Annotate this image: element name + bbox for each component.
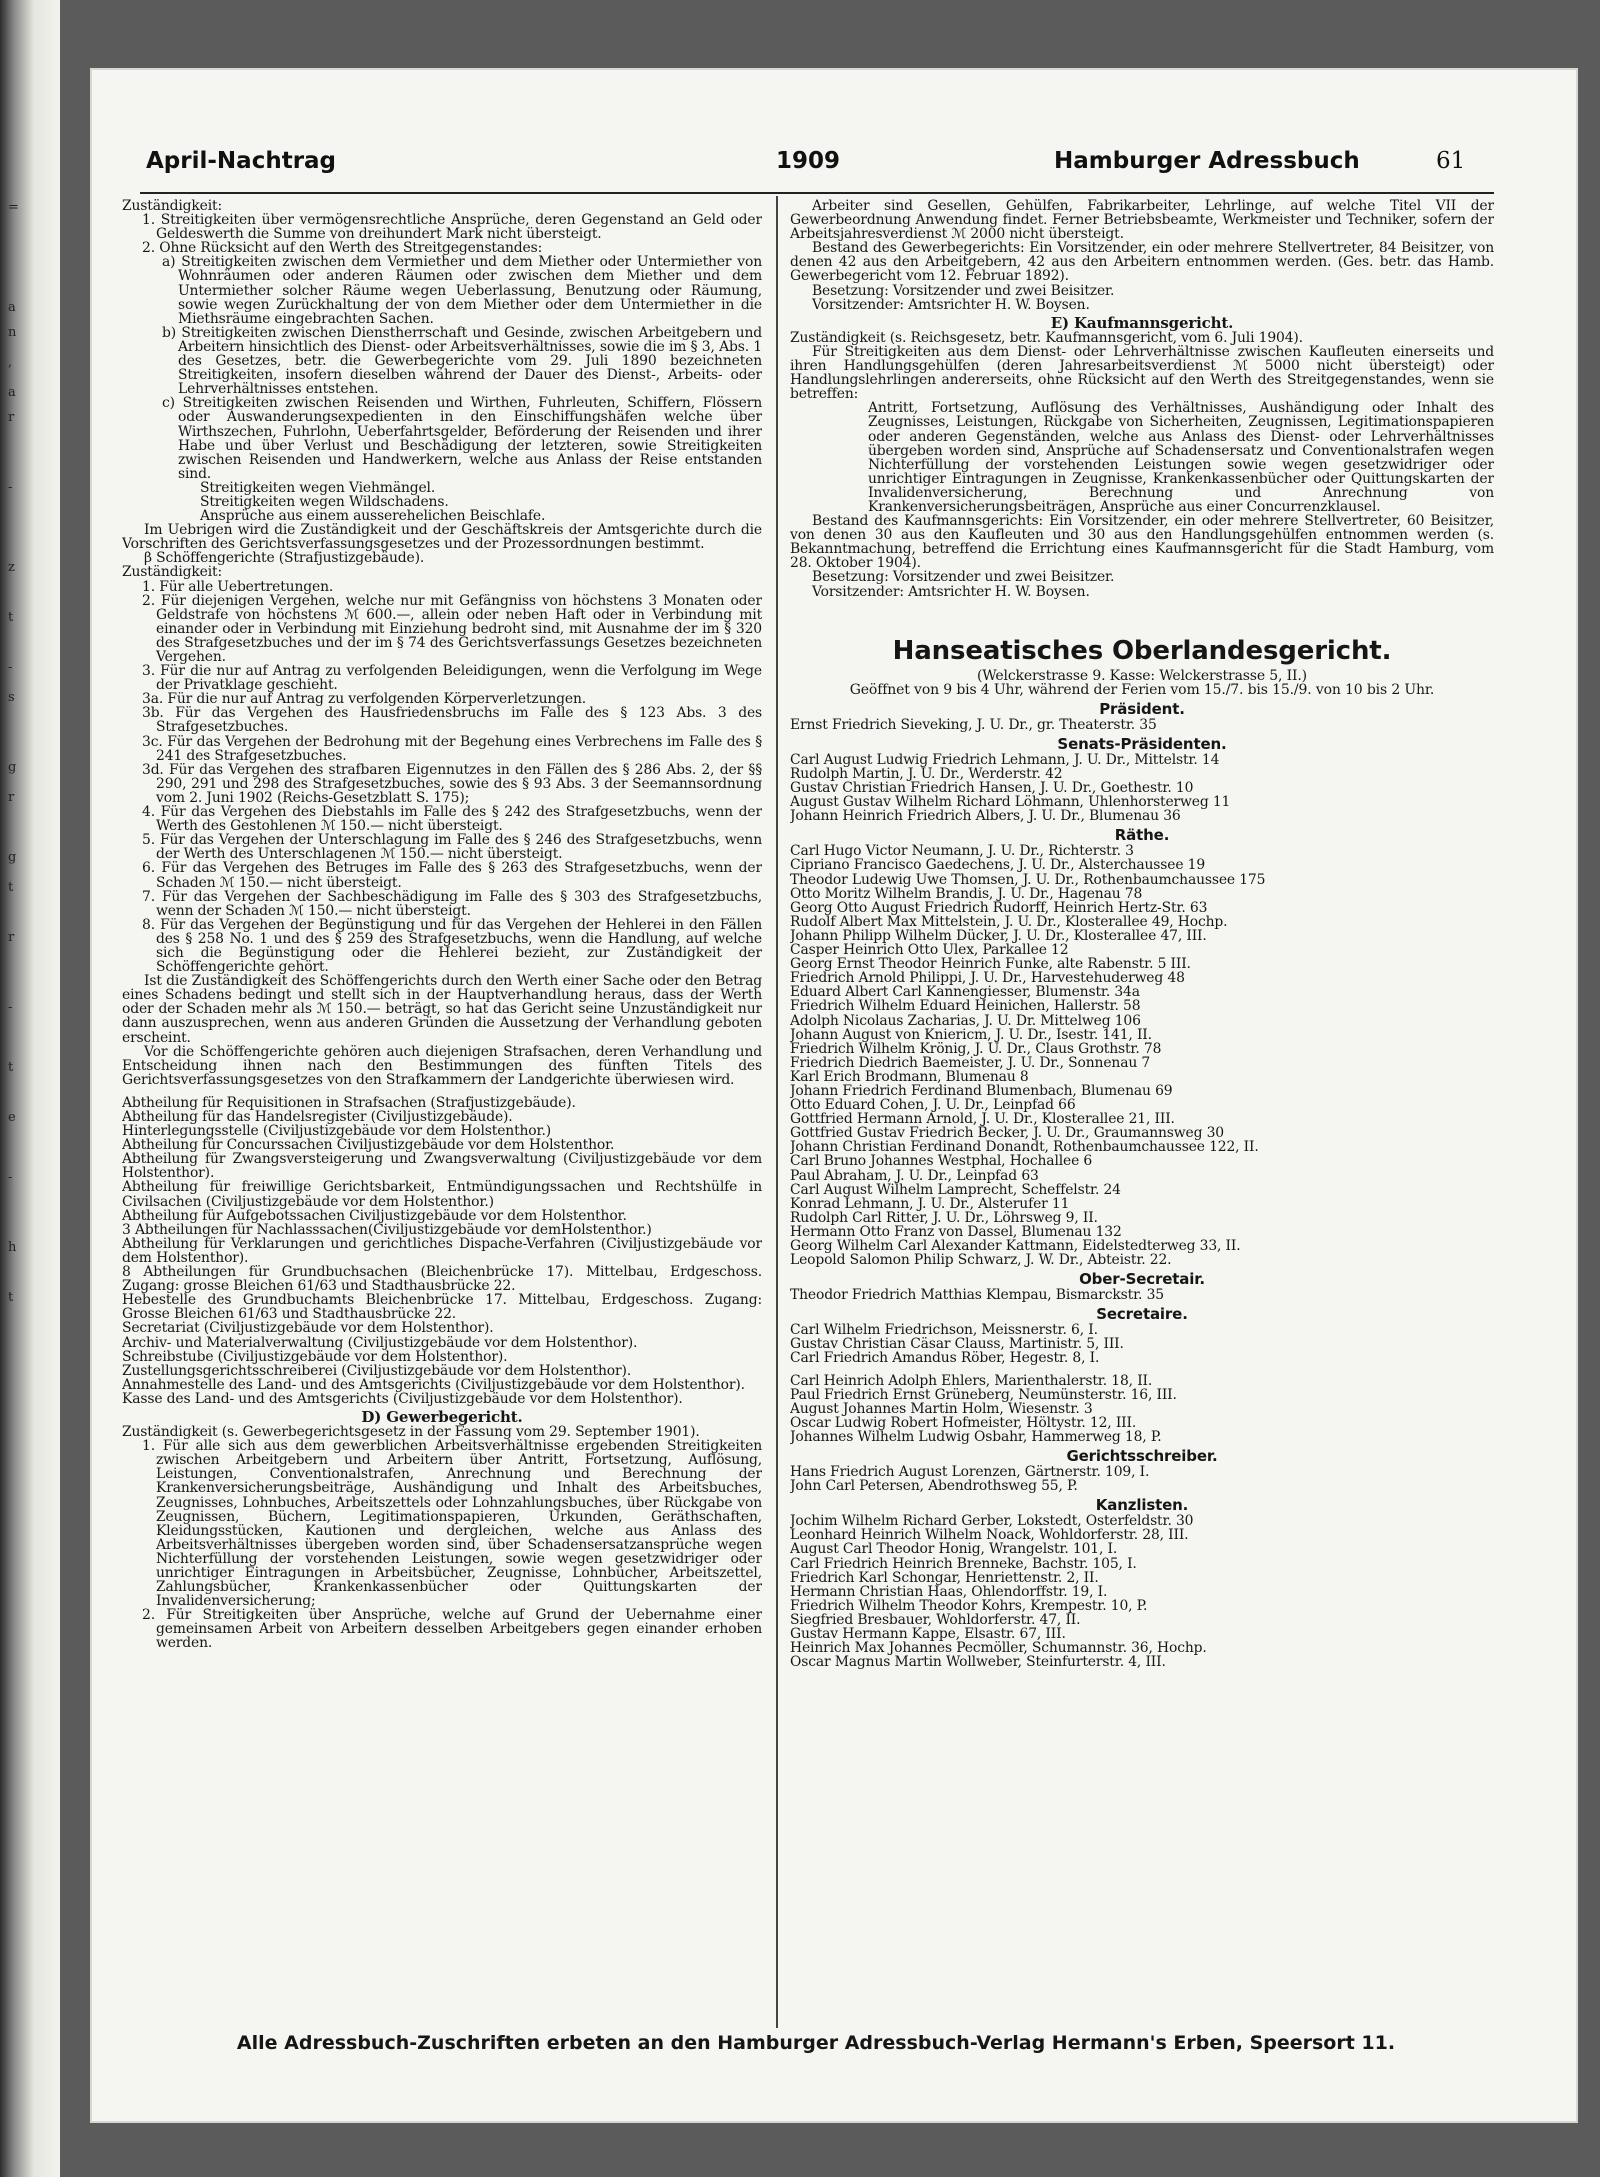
text-paragraph: Bestand des Kaufmannsgerichts: Ein Vorsitzender, ein oder mehrere Stellvertreter, 60 Beisitzer, von denen 30 aus den Kaufleuten und 30 aus den Handlungsgehülfen entnommen werden (s. Bekanntmachung, betreffend die Errichtung eines Kaufmannsgericht für die Stadt Hamburg, vom 28. Oktober 1904). xyxy=(790,513,1494,572)
text-paragraph: 2. Ohne Rücksicht auf den Werth des Streitgegenstandes: xyxy=(142,240,543,257)
text-paragraph: 3a. Für die nur auf Antrag zu verfolgenden Körperverletzungen. xyxy=(142,691,587,708)
text-paragraph: Für Streitigkeiten aus dem Dienst- oder Lehrverhältnisse zwischen Kaufleuten einerseits und ihren Handlungsgehülfen (deren Jahresarbeitsverdienst ℳ 5000 nicht übersteigt) oder Handlungslehrlingen andererseits, ohne Rücksicht auf den Werth des Streitgegenstandes, wenn sie betreffen: xyxy=(790,343,1494,403)
text-paragraph: 3b. Für das Vergehen des Hausfriedensbruchs im Falle des § 123 Abs. 3 des Strafgesetzbuches. xyxy=(142,705,762,736)
adjacent-page-edge xyxy=(0,0,60,2177)
text-paragraph: 3d. Für das Vergehen des strafbaren Eigennutzes in den Fällen des § 286 Abs. 2, der §§ 290, 291 und 298 des Strafgesetzbuches, sowie des § 93 Abs. 3 der Seemannsordnung vom 2. Juni 1902 (Reichs-Gesetzblatt S. 175); xyxy=(142,761,762,806)
text-paragraph: 3c. Für das Vergehen der Bedrohung mit der Begehung eines Verbrechens im Falle des § 241 des Strafgesetzbuches. xyxy=(142,733,762,764)
directory-entry: Leopold Salomon Philip Schwarz, J. W. Dr., Abteistr. 22. xyxy=(790,1252,1172,1269)
section-heading: D) Gewerbegericht. xyxy=(361,1407,523,1426)
text-paragraph: 7. Für das Vergehen der Sachbeschädigung im Falle des § 303 des Strafgesetzbuchs, wenn der Schaden ℳ 150.— nicht übersteigt. xyxy=(142,888,762,919)
margin-fragment: - xyxy=(8,1170,13,1185)
margin-fragment: r xyxy=(8,410,15,425)
directory-entry: John Carl Petersen, Abendrothsweg 55, P. xyxy=(790,1478,1078,1495)
directory-entry: Gustav Hermann Kappe, Elsastr. 67, III. xyxy=(790,1625,1066,1642)
text-paragraph: Streitigkeiten wegen Wildschadens. xyxy=(200,493,449,510)
directory-entry: Otto Eduard Cohen, J. U. Dr., Leinpfad 66 xyxy=(790,1097,1076,1114)
text-paragraph: Kasse des Land- und des Amtsgerichts (Civiljustizgebäude vor dem Holstenthor). xyxy=(122,1390,683,1407)
text-paragraph: 1. Für alle Uebertretungen. xyxy=(142,578,334,595)
text-paragraph: Bestand des Gewerbegerichts: Ein Vorsitzender, ein oder mehrere Stellvertreter, 84 Beisitzer, von denen 42 aus den Arbeitgebern, 42 aus den Arbeitern entnommen werden. (Ges. betr. das Hamb. Gewerbegericht vom 12. Februar 1892). xyxy=(790,240,1494,285)
text-paragraph: Zuständigkeit: xyxy=(122,199,223,214)
text-paragraph: c) Streitigkeiten zwischen Reisenden und Wirthen, Fuhrleuten, Schiffern, Flössern oder Auswanderungsexpedienten in den Einschiffungshäfen welche über Wirthszechen, Fuhrlohn, Ueberfahrtsgelder, Beförderung der Reisenden und ihrer Habe und über Verlust und Beschädigung der letzteren, sowie Streitigkeiten zwischen Reisenden und Handwerkern, welche aus Anlass der Reise entstanden sind. xyxy=(162,395,762,482)
text-paragraph: 8. Für das Vergehen der Begünstigung und für das Vergehen der Hehlerei in den Fällen des § 258 No. 1 und des § 259 des Strafgesetzbuchs, wenn die Handlung, auf welche sich die Begünstigung oder die Hehlerei bezieht, zur Zuständigkeit der Schöffengerichte gehört. xyxy=(142,916,762,976)
publisher-footer: Alle Adressbuch-Zuschriften erbeten an den Hamburger Adressbuch-Verlag Hermann's Erben, Speersort 11. xyxy=(236,2032,1396,2054)
text-paragraph: 1. Streitigkeiten über vermögensrechtliche Ansprüche, deren Gegenstand an Geld oder Geldeswerth die Summe von dreihundert Mark nicht übersteigt. xyxy=(142,212,762,243)
text-paragraph: 4. Für das Vergehen des Diebstahls im Falle des § 242 des Strafgesetzbuchs, wenn der Werth des Gestohlenen ℳ 150.— nicht übersteigt. xyxy=(142,804,762,835)
text-paragraph: 2. Für diejenigen Vergehen, welche nur mit Gefängniss von höchstens 3 Monaten oder Geldstrafe von höchstens ℳ 600.—, allein oder neben Haft oder in Verbindung mit einander oder in Verbindung mit Einziehung bedroht sind, mit Ausnahme der im § 320 des Strafgesetzbuches und der im § 74 des Gerichtsverfassungs Gesetzes bezeichneten Vergehen. xyxy=(142,592,762,665)
directory-entry: Georg Ernst Theodor Heinrich Funke, alte Rabenstr. 5 III. xyxy=(790,956,1191,973)
text-paragraph: Zuständigkeit: xyxy=(122,564,223,581)
running-head xyxy=(146,148,1476,188)
directory-entry: Heinrich Max Johannes Pecmöller, Schumannstr. 36, Hochp. xyxy=(790,1640,1207,1657)
text-paragraph: Abtheilung für Aufgebotssachen Civiljustizgebäude vor dem Holstenthor. xyxy=(122,1207,627,1224)
margin-fragment: - xyxy=(8,1000,13,1015)
year-label: 1909 xyxy=(776,148,841,174)
text-paragraph: b) Streitigkeiten zwischen Dienstherrschaft und Gesinde, zwischen Arbeitgebern und Arbeitern hinsichtlich des Dienst- oder Arbeitsverhältnisses, sowie die im § 3, Abs. 1 des Gesetzes, betr. die Gewerbegerichte vom 29. Juli 1890 bezeichneten Streitigkeiten, insofern dieselben während der Dauer des Dienst-, Arbeits- oder Lehrverhältnisses entstehen. xyxy=(162,324,762,398)
margin-fragment: n xyxy=(8,325,17,340)
margin-fragment: t xyxy=(8,610,14,625)
margin-fragment: t xyxy=(8,1290,14,1305)
directory-entry: Paul Abraham, J. U. Dr., Leinpfad 63 xyxy=(790,1167,1039,1184)
text-paragraph: Secretariat (Civiljustizgebäude vor dem Holstenthor). xyxy=(122,1320,494,1337)
text-paragraph: a) Streitigkeiten zwischen dem Vermiether und dem Miether oder Untermiether von Wohnräumen oder anderen Räumen oder zwischen dem Miether und dem Untermiether solcher Räume wegen Ueberlassung, Benutzung oder Räumung, sowie wegen Zurückhaltung der von dem Miether oder dem Untermiether in die Miethsräume eingebrachten Sachen. xyxy=(162,254,762,327)
directory-entry: Theodor Friedrich Matthias Klempau, Bismarckstr. 35 xyxy=(790,1287,1164,1304)
margin-fragment: s xyxy=(8,690,15,705)
directory-entry: Paul Friedrich Ernst Grüneberg, Neumünsterstr. 16, III. xyxy=(790,1386,1177,1403)
text-paragraph: Abtheilung für Verklarungen und gerichtliches Dispache-Verfahren (Civiljustizgebäude vor dem Holstenthor). xyxy=(122,1235,762,1266)
directory-entry: Gottfried Hermann Arnold, J. U. Dr., Klosterallee 21, III. xyxy=(790,1111,1175,1128)
directory-entry: Hans Friedrich August Lorenzen, Gärtnerstr. 109, I. xyxy=(790,1464,1150,1481)
text-paragraph: Abtheilung für freiwillige Gerichtsbarkeit, Entmündigungssachen und Rechtshülfe in Civilsachen (Civiljustizgebäude vor dem Holstenthor.) xyxy=(122,1179,762,1210)
directory-entry: Carl August Ludwig Friedrich Lehmann, J. U. Dr., Mittelstr. 14 xyxy=(790,751,1220,768)
directory-entry: Gottfried Gustav Friedrich Becker, J. U. Dr., Graumannsweg 30 xyxy=(790,1125,1224,1142)
directory-entry: Johann August von Kniericm, J. U. Dr., Isestr. 141, II. xyxy=(790,1026,1152,1043)
court-title: Hanseatisches Oberlandesgericht. xyxy=(892,635,1392,666)
page-number: 61 xyxy=(1436,148,1466,174)
directory-entry: Oscar Magnus Martin Wollweber, Steinfurterstr. 4, III. xyxy=(790,1654,1166,1671)
margin-fragment: h xyxy=(8,1240,17,1255)
text-paragraph: Abtheilung für Requisitionen in Strafsachen (Strafjustizgebäude). xyxy=(122,1094,576,1111)
margin-fragment: - xyxy=(8,480,13,495)
text-paragraph: Besetzung: Vorsitzender und zwei Beisitzer. xyxy=(812,282,1115,299)
directory-entry: Friedrich Wilhelm Krönig, J. U. Dr., Claus Grothstr. 78 xyxy=(790,1040,1162,1057)
margin-fragment: g xyxy=(8,760,17,775)
text-paragraph: Schreibstube (Civiljustizgebäude vor dem Holstenthor). xyxy=(122,1348,508,1365)
directory-entry: Eduard Albert Carl Kannengiesser, Blumenstr. 34a xyxy=(790,984,1140,1001)
margin-fragment: a xyxy=(8,300,16,315)
directory-entry: Rudolf Albert Max Mittelstein, J. U. Dr., Klosterallee 49, Hochp. xyxy=(790,913,1228,930)
text-paragraph: Archiv- und Materialverwaltung (Civiljustizgebäude vor dem Holstenthor). xyxy=(122,1334,638,1351)
margin-fragment: t xyxy=(8,880,14,895)
text-paragraph: Streitigkeiten wegen Viehmängel. xyxy=(200,479,436,496)
directory-entry: August Gustav Wilhelm Richard Löhmann, Uhlenhorsterweg 11 xyxy=(790,794,1231,811)
text-paragraph: 3 Abtheilungen für Nachlasssachen(Civiljustizgebäude vor demHolstenthor.) xyxy=(122,1221,652,1238)
directory-entry: Rudolph Carl Ritter, J. U. Dr., Löhrsweg 9, II. xyxy=(790,1209,1098,1226)
text-paragraph: Besetzung: Vorsitzender und zwei Beisitzer. xyxy=(812,569,1115,586)
margin-fragment: z xyxy=(8,560,15,575)
directory-entry: Carl Hugo Victor Neumann, J. U. Dr., Richterstr. 3 xyxy=(790,843,1134,860)
directory-entry: Hermann Christian Haas, Ohlendorffstr. 19, I. xyxy=(790,1583,1108,1600)
margin-fragment: , xyxy=(8,355,13,370)
directory-entry: Carl Friedrich Amandus Röber, Hegestr. 8, I. xyxy=(790,1350,1100,1367)
text-paragraph: 5. Für das Vergehen der Unterschlagung im Falle des § 246 des Strafgesetzbuchs, wenn der Werth des Unterschlagenen ℳ 150.— nicht übersteigt. xyxy=(142,832,762,863)
text-paragraph: Im Uebrigen wird die Zuständigkeit und der Geschäftskreis der Amtsgerichte durch die Vorschriften des Gerichtsverfassungsgesetzes und der Prozessordnungen bestimmt. xyxy=(122,522,762,553)
directory-entry: Johann Heinrich Friedrich Albers, J. U. Dr., Blumenau 36 xyxy=(790,808,1181,825)
office-heading: Räthe. xyxy=(1114,826,1170,845)
directory-entry: Gustav Christian Friedrich Hansen, J. U. Dr., Goethestr. 10 xyxy=(790,780,1194,797)
text-paragraph: β Schöffengerichte (Strafjustizgebäude). xyxy=(144,550,425,567)
office-heading: Kanzlisten. xyxy=(1095,1496,1189,1515)
directory-entry: Otto Moritz Wilhelm Brandis, J. U. Dr., Hagenau 78 xyxy=(790,885,1143,902)
text-paragraph: Zustellungsgerichtsschreiberei (Civiljustizgebäude vor dem Holstenthor). xyxy=(122,1362,631,1379)
court-address: (Welckerstrasse 9. Kasse: Welckerstrasse 5, II.) xyxy=(976,667,1307,684)
margin-fragment: t xyxy=(8,1060,14,1075)
directory-entry: Karl Erich Brodmann, Blumenau 8 xyxy=(790,1068,1029,1085)
directory-entry: Oscar Ludwig Robert Hofmeister, Höltystr. 12, III. xyxy=(790,1414,1137,1431)
section-label: April-Nachtrag xyxy=(146,148,337,174)
section-heading: E) Kaufmannsgericht. xyxy=(1050,313,1234,332)
text-paragraph: 3. Für die nur auf Antrag zu verfolgenden Beleidigungen, wenn die Verfolgung im Wege der Privatklage geschieht. xyxy=(142,663,762,694)
text-paragraph: Antritt, Fortsetzung, Auflösung des Verhältnisses, Aushändigung oder Inhalt des Zeugnisses, Leistungen, Rückgabe von Sicherheiten, Zeugnissen, Legitimationspapieren oder anderen Gegenständen, welche aus Anlass des Dienst- oder Lehrverhältnisses übergeben worden sind, Ansprüche auf Schadensersatz und Conventionalstrafen wegen Nichterfüllung der vorstehenden Leistungen sowie wegen gesetzwidriger oder unrichtiger Eintragungen in Zeugnisse, Krankenkassenbücher oder Quittungskarten der Invalidenversicherung, Berechnung und Anrechnung von Krankenversicherungsbeiträgen, Ansprüche aus einer Concurrenzklausel. xyxy=(868,400,1494,515)
text-paragraph: Arbeiter sind Gesellen, Gehülfen, Fabrikarbeiter, Lehrlinge, auf welche Titel VII der Gewerbeordnung Anwendung findet. Ferner Betriebsbeamte, Werkmeister und Techniker, sofern der Arbeitsjahresverdienst ℳ 2000 nicht übersteigt. xyxy=(790,199,1494,243)
text-paragraph: Ist die Zuständigkeit des Schöffengerichts durch den Werth einer Sache oder den Betrag eines Schadens bedingt und stellt sich in der Hauptverhandlung heraus, dass der Werth oder der Schaden mehr als ℳ 150.— beträgt, so hat das Gericht seine Unzuständigkeit nur dann auszusprechen, wenn aus anderen Gründen die Aussetzung der Verhandlung geboten erscheint. xyxy=(122,973,762,1046)
directory-entry: Leonhard Heinrich Wilhelm Noack, Wohldorferstr. 28, III. xyxy=(790,1527,1189,1544)
directory-entry: August Carl Theodor Honig, Wrangelstr. 101, I. xyxy=(790,1541,1118,1558)
text-paragraph: Annahmestelle des Land- und des Amtsgerichts (Civiljustizgebäude vor dem Holstenthor). xyxy=(122,1376,745,1393)
directory-entry: Theodor Ludewig Uwe Thomsen, J. U. Dr., Rothenbaumchaussee 175 xyxy=(790,871,1266,888)
office-heading: Senats-Präsidenten. xyxy=(1057,734,1227,753)
directory-entry: Carl Wilhelm Friedrichson, Meissnerstr. 6, I. xyxy=(790,1322,1098,1339)
directory-entry: Gustav Christian Cäsar Clauss, Martinistr. 5, III. xyxy=(790,1336,1124,1353)
text-paragraph: 6. Für das Vergehen des Betruges im Falle des § 263 des Strafgesetzbuchs, wenn der Schaden ℳ 150.— nicht übersteigt. xyxy=(142,860,762,891)
text-paragraph: Vorsitzender: Amtsrichter H. W. Boysen. xyxy=(812,296,1090,313)
margin-fragment: a xyxy=(8,385,16,400)
directory-entry: Carl Bruno Johannes Westphal, Hochallee 6 xyxy=(790,1153,1093,1170)
office-heading: Ober-Secretair. xyxy=(1079,1270,1205,1289)
directory-entry: Carl August Wilhelm Lamprecht, Scheffelstr. 24 xyxy=(790,1181,1121,1198)
directory-entry: Georg Otto August Friedrich Rudorff, Heinrich Hertz-Str. 63 xyxy=(790,899,1208,916)
directory-entry: Georg Wilhelm Carl Alexander Kattmann, Eidelstedterweg 33, II. xyxy=(790,1238,1241,1254)
margin-fragment: - xyxy=(8,660,13,675)
directory-entry: Adolph Nicolaus Zacharias, J. U. Dr. Mittelweg 106 xyxy=(790,1012,1141,1029)
office-heading: Secretaire. xyxy=(1096,1305,1188,1324)
directory-entry: August Johannes Martin Holm, Wiesenstr. 3 xyxy=(790,1400,1093,1417)
directory-entry: Jochim Wilhelm Richard Gerber, Lokstedt, Osterfeldstr. 30 xyxy=(790,1513,1194,1530)
directory-entry: Johann Philipp Wilhelm Dücker, J. U. Dr., Klosterallee 47, III. xyxy=(790,927,1207,944)
left-column xyxy=(122,199,762,2029)
text-paragraph: Zuständigkeit (s. Reichsgesetz, betr. Kaufmannsgericht, vom 6. Juli 1904). xyxy=(790,329,1303,346)
directory-entry: Johann Christian Ferdinand Donandt, Rothenbaumchaussee 122, II. xyxy=(790,1139,1259,1156)
directory-entry: Friedrich Arnold Philippi, J. U. Dr., Harvestehuderweg 48 xyxy=(790,970,1185,987)
office-heading: Präsident. xyxy=(1099,699,1185,718)
margin-fragment: r xyxy=(8,930,15,945)
directory-entry: Konrad Lehmann, J. U. Dr., Alsterufer 11 xyxy=(790,1195,1070,1212)
margin-fragment: e xyxy=(8,1110,16,1125)
text-paragraph: 1. Für alle sich aus dem gewerblichen Arbeitsverhältnisse ergebenden Streitigkeiten zwischen Arbeitgebern und Arbeitern über Antritt, Fortsetzung, Auflösung, Leistungen, Conventionalstrafen, Anrechnung und Berechnung der Krankenversicherungsbeiträge, Aushändigung und Inhalt des Arbeitsbuches, Zeugnisses, Lohnbuches, Arbeitszettels oder Lohnzahlungsbuches, über Rückgabe von Zeugnissen, Büchern, Legitimationspapieren, Urkunden, Geräthschaften, Kleidungsstücken, Kautionen und dergleichen, welche aus Anlass des Arbeitsverhältnisses übergeben worden sind, über Schadensersatzansprüche wegen Nichterfüllung der vorstehenden Leistungen, sowie wegen gesetzwidriger oder unrichtiger Eintragungen in Arbeitsbücher, Zeugnisse, Lohnbücher, Arbeitszettel, Zahlungsbücher, Krankenkassenbücher oder Quittungskarten der Invalidenversicherung; xyxy=(142,1438,762,1610)
right-column xyxy=(790,199,1494,2029)
text-paragraph: Abtheilung für das Handelsregister (Civiljustizgebäude). xyxy=(122,1109,513,1125)
text-paragraph: Vor die Schöffengerichte gehören auch diejenigen Strafsachen, deren Verhandlung und Entscheidung ihnen nach den Bestimmungen des fünften Titels des Gerichtsverfassungsgesetzes von den Strafkammern der Landgerichte überwiesen wird. xyxy=(122,1043,762,1088)
directory-entry: Cipriano Francisco Gaedechens, J. U. Dr., Alsterchaussee 19 xyxy=(790,857,1206,874)
directory-entry: Hermann Otto Franz von Dassel, Blumenau 132 xyxy=(790,1223,1122,1240)
directory-entry: Friedrich Karl Schongar, Henriettenstr. 2, II. xyxy=(790,1569,1099,1586)
text-paragraph: Abtheilung für Concurssachen Civiljustizgebäude vor dem Holstenthor. xyxy=(122,1137,615,1154)
directory-entry: Rudolph Martin, J. U. Dr., Werderstr. 42 xyxy=(790,766,1063,782)
text-paragraph: Hinterlegungsstelle (Civiljustizgebäude vor dem Holstenthor.) xyxy=(122,1123,552,1140)
text-paragraph: Vorsitzender: Amtsrichter H. W. Boysen. xyxy=(812,583,1090,600)
directory-entry: Friedrich Wilhelm Eduard Heinichen, Hallerstr. 58 xyxy=(790,998,1141,1015)
office-heading: Gerichtsschreiber. xyxy=(1066,1447,1218,1466)
text-paragraph: Zuständigkeit (s. Gewerbegerichtsgesetz in der Fassung vom 29. September 1901). xyxy=(122,1424,700,1441)
text-paragraph: 8 Abtheilungen für Grundbuchsachen (Bleichenbrücke 17). Mittelbau, Erdgeschoss. Zugang: grosse Bleichen 61/63 und Stadthausbrücke 22. xyxy=(122,1264,762,1295)
directory-entry: Carl Friedrich Heinrich Brenneke, Bachstr. 105, I. xyxy=(790,1555,1137,1572)
text-paragraph: Hebestelle des Grundbuchamts Bleichenbrücke 17. Mittelbau, Erdgeschoss. Zugang: Grosse Bleichen 61/63 und Stadthausbrücke 22. xyxy=(122,1292,762,1323)
margin-fragment: = xyxy=(8,200,19,215)
directory-entry: Friedrich Wilhelm Theodor Kohrs, Krempestr. 10, P. xyxy=(790,1597,1148,1614)
book-title: Hamburger Adressbuch xyxy=(1054,148,1360,174)
margin-fragment: r xyxy=(8,790,15,805)
directory-entry: Siegfried Bresbauer, Wohldorferstr. 47, II. xyxy=(790,1611,1081,1628)
directory-entry: Casper Heinrich Otto Ulex, Parkallee 12 xyxy=(790,942,1069,959)
header-rule xyxy=(140,192,1494,194)
directory-entry: Friedrich Diedrich Baemeister, J. U. Dr., Sonnenau 7 xyxy=(790,1054,1151,1071)
directory-entry: Carl Heinrich Adolph Ehlers, Marienthalerstr. 18, II. xyxy=(790,1372,1153,1389)
opening-hours: Geöffnet von 9 bis 4 Uhr, während der Ferien vom 15./7. bis 15./9. von 10 bis 2 Uhr. xyxy=(849,681,1435,698)
margin-fragment: g xyxy=(8,850,17,865)
directory-entry: Ernst Friedrich Sieveking, J. U. Dr., gr. Theaterstr. 35 xyxy=(790,716,1157,733)
directory-entry: Johannes Wilhelm Ludwig Osbahr, Hammerweg 18, P. xyxy=(790,1428,1162,1445)
column-divider xyxy=(776,196,778,2028)
document-page xyxy=(90,68,1578,2123)
text-paragraph: Ansprüche aus einem ausserehelichen Beischlafe. xyxy=(200,508,546,525)
directory-entry: Johann Friedrich Ferdinand Blumenbach, Blumenau 69 xyxy=(790,1082,1173,1099)
text-paragraph: 2. Für Streitigkeiten über Ansprüche, welche auf Grund der Uebernahme einer gemeinsamen Arbeit von Arbeitern desselben Arbeitgebers gegen einander erhoben werden. xyxy=(142,1607,762,1652)
text-paragraph: Abtheilung für Zwangsversteigerung und Zwangsverwaltung (Civiljustizgebäude vor dem Holstenthor). xyxy=(122,1151,762,1182)
